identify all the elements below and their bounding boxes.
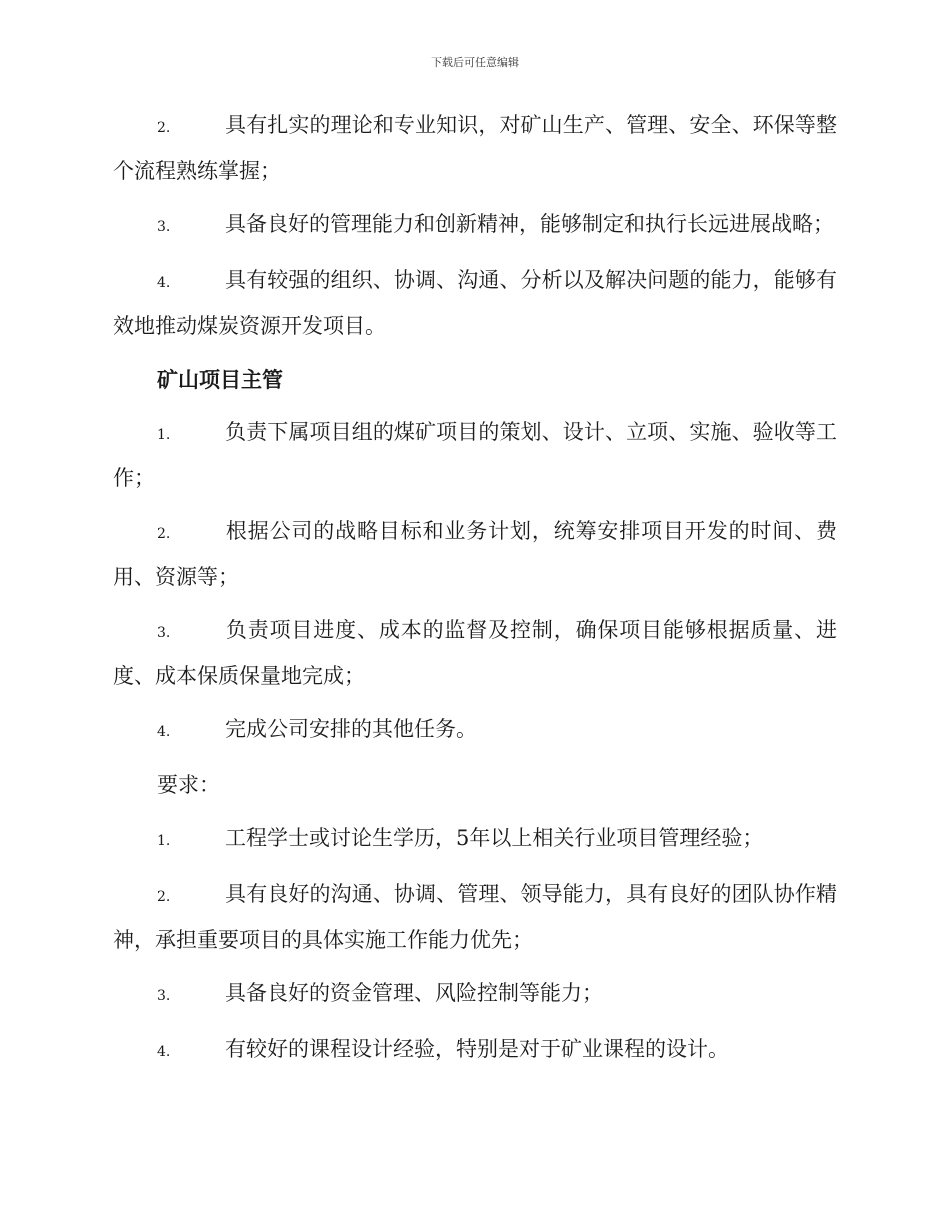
list-item [113,817,837,863]
list-item [113,510,837,599]
list-item-text: 具有扎实的理论和专业知识，对矿山生产、管理、安全、环保等整个流程熟练掌握； [113,113,837,183]
list-item-number: 3. [157,988,171,1004]
list-item [113,104,837,193]
list-item [113,411,837,500]
list-item-number: 4. [157,275,171,291]
page-header-note: 下载后可任意编辑 [431,56,519,69]
section-heading: 矿山项目主管 [157,367,283,392]
list-item [113,259,837,348]
list-item [113,873,837,962]
list-item-text: 完成公司安排的其他任务。 [225,717,477,741]
list-item [113,203,837,249]
list-item [113,1028,837,1074]
list-item-text: 工程学士或讨论生学历，5年以上相关行业项目管理经验； [225,826,764,850]
document-body [113,104,837,1084]
list-item-number: 2. [157,120,171,136]
list-item [113,708,837,754]
list-item [113,609,837,698]
list-item-text: 具有良好的沟通、协调、管理、领导能力，具有良好的团队协作精神，承担重要项目的具体实施工作能力优先； [113,882,837,952]
list-item-text: 根据公司的战略目标和业务计划，统筹安排项目开发的时间、费用、资源等； [113,519,837,589]
list-item-text: 有较好的课程设计经验，特别是对于矿业课程的设计。 [225,1037,729,1061]
list-item-number: 3. [157,625,171,641]
list-item-number: 1. [157,427,171,443]
list-item-text: 负责下属项目组的煤矿项目的策划、设计、立项、实施、验收等工作； [113,420,837,490]
list-item-number: 3. [157,219,171,235]
list-item-number: 2. [157,526,171,542]
list-item-number: 4. [157,724,171,740]
list-item-text: 具有较强的组织、协调、沟通、分析以及解决问题的能力，能够有效地推动煤炭资源开发项目。 [113,268,837,338]
list-item-number: 1. [157,833,171,849]
list-item-number: 2. [157,889,171,905]
requirements-label: 要求： [157,773,220,797]
list-item-number: 4. [157,1044,171,1060]
list-item-text: 负责项目进度、成本的监督及控制，确保项目能够根据质量、进度、成本保质保量地完成； [113,618,837,688]
list-item-text: 具备良好的资金管理、风险控制等能力； [225,981,603,1005]
list-item [113,972,837,1018]
list-item-text: 具备良好的管理能力和创新精神，能够制定和执行长远进展战略； [225,212,834,236]
